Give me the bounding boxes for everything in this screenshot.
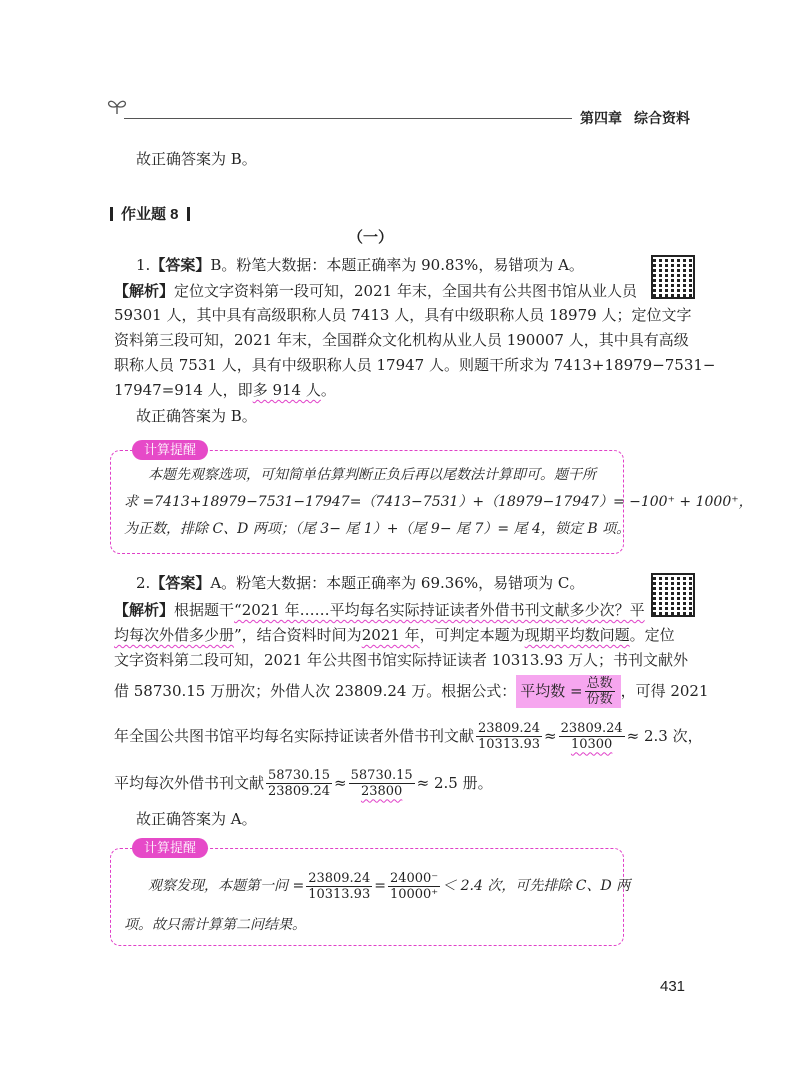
calc-tip-1-line-1: 本题先观察选项，可知简单估算判断正负后再以尾数法计算即可。题干所 xyxy=(148,467,596,483)
q2-conclusion: 故正确答案为 A。 xyxy=(136,810,257,828)
q2-analysis-line-4: 借 58730.15 万册次；外借人次 23809.24 万。根据公式： 平均数 = $\frac{\text{总数}}{\text{份数}}$ ，可得 2021 xyxy=(114,675,709,707)
q2-answer: 2.【答案】A。粉笔大数据：本题正确率为 69.36%，易错项为 C。 xyxy=(136,574,585,592)
fraction-1: $\frac{23809.24}{10313.93}$ xyxy=(478,720,541,752)
header-chapter: 第四章 xyxy=(580,110,622,126)
calc-tip-2-line-2: 项。故只需计算第二问结果。 xyxy=(124,917,306,933)
header-rule xyxy=(124,118,572,119)
fraction-4: $\frac{58730.15}{23800}$ xyxy=(350,767,413,799)
qr-code-icon xyxy=(651,573,695,617)
prev-conclusion: 故正确答案为 B。 xyxy=(136,150,257,168)
calc-tip-2-line-1: 观察发现，本题第一问 = $\frac{23809.24}{10313.93}$ = $\frac{24000^-}{10000^+}$ ＜ 2.4 次，可先排除 C、D 两 xyxy=(148,870,631,902)
q1-answer: 1.【答案】B。粉笔大数据：本题正确率为 90.83%，易错项为 A。 xyxy=(136,256,584,274)
calc-tip-1-line-2: 求 =7413+18979−7531−17947=（7413−7531）+（18979−17947）= −100⁺ + 1000⁺， xyxy=(124,494,753,510)
header-title: 综合资料 xyxy=(634,110,690,126)
formula-highlight: 平均数 = $\frac{\text{总数}}{\text{份数}}$ xyxy=(516,675,620,708)
q2-analysis-line-2: 均每次外借多少册”，结合资料时间为2021 年，可判定本题为现期平均数问题。定位 xyxy=(114,626,675,644)
section-title xyxy=(110,203,190,224)
sprout-icon xyxy=(106,96,128,120)
q2-analysis-line-3: 文字资料第二段可知，2021 年公共图书馆实际持证读者 10313.93 万人；书刊文献外 xyxy=(114,651,689,669)
q1-conclusion: 故正确答案为 B。 xyxy=(136,407,257,425)
q2-analysis-line-5: 年全国公共图书馆平均每名实际持证读者外借书刊文献 $\frac{23809.24}{10313.93}$ ≈ $\frac{23809.24}{10300}$ ≈ 2.3 次， xyxy=(114,720,703,752)
calc-tip-tag-1: 计算提醒 xyxy=(132,440,208,460)
part-title: （一） xyxy=(348,229,394,246)
section-title-text: 作业题 8 xyxy=(121,206,179,223)
qr-code-icon xyxy=(651,255,695,299)
page-number: 431 xyxy=(660,978,686,995)
calc-tip-1-line-3: 为正数，排除 C、D 两项；（尾 3− 尾 1）+（尾 9− 尾 7）= 尾 4，锁定 B 项。 xyxy=(124,521,631,537)
q1-analysis-line-1: 【解析】定位文字资料第一段可知，2021 年末，全国共有公共图书馆从业人员 xyxy=(114,282,637,300)
q1-analysis-line-3: 资料第三段可知，2021 年末，全国群众文化机构从业人员 190007 人，其中具有高级 xyxy=(114,331,689,349)
fraction-2: $\frac{23809.24}{10300}$ xyxy=(560,720,623,752)
q2-analysis-line-6: 平均每次外借书刊文献 $\frac{58730.15}{23809.24}$ ≈ $\frac{58730.15}{23800}$ ≈ 2.5 册。 xyxy=(114,767,493,799)
fraction-3: $\frac{58730.15}{23809.24}$ xyxy=(268,767,331,799)
q1-analysis-line-2: 59301 人，其中具有高级职称人员 7413 人，具有中级职称人员 18979 人；定位文字 xyxy=(114,306,692,324)
calc-tip-tag-2: 计算提醒 xyxy=(132,838,208,858)
q1-analysis-line-4: 职称人员 7531 人，具有中级职称人员 17947 人。则题干所求为 7413+18979−7531− xyxy=(114,356,716,374)
q2-analysis-line-1: 【解析】根据题干“2021 年……平均每名实际持证读者外借书刊文献多少次？平 xyxy=(114,601,645,619)
q1-analysis-line-5: 17947=914 人，即多 914 人。 xyxy=(114,381,336,399)
